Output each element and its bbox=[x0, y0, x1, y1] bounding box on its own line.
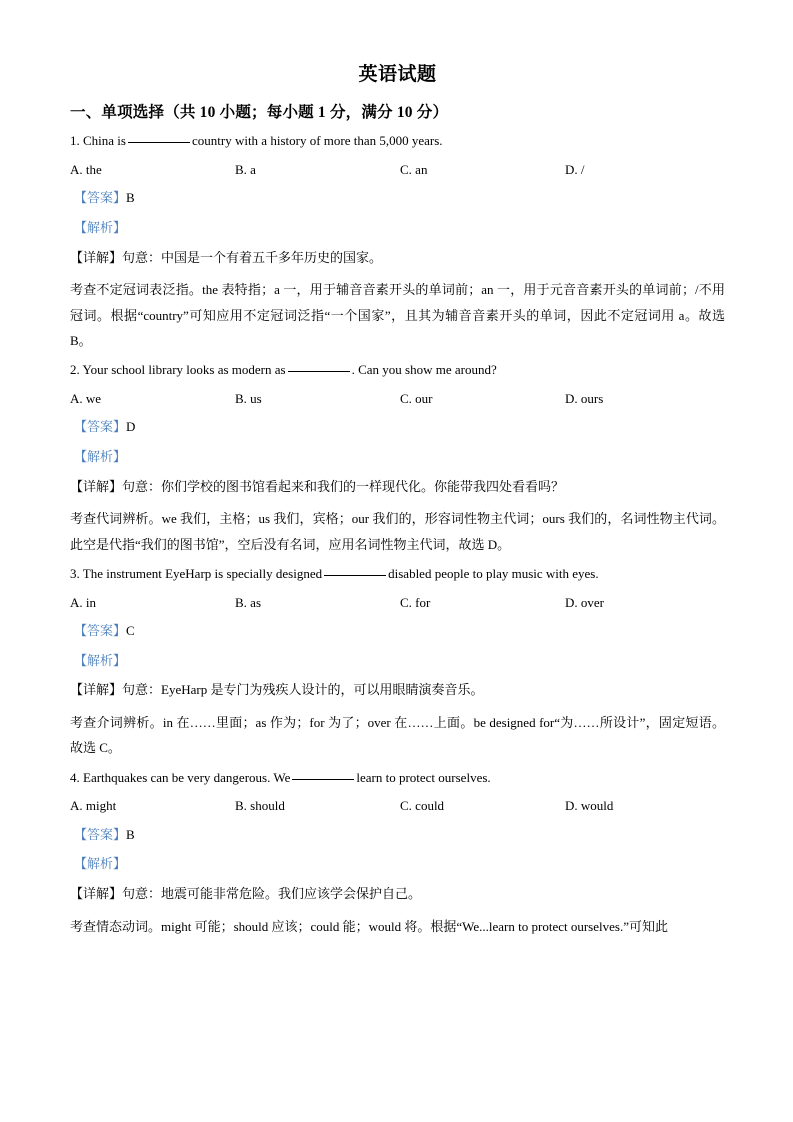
option-b[interactable]: B. a bbox=[235, 161, 256, 177]
question-stem-before: Your school library looks as modern as bbox=[82, 362, 286, 378]
answer-tag: 【答案】 bbox=[74, 826, 127, 842]
answer-value: B bbox=[126, 190, 135, 206]
question-stem bbox=[70, 565, 725, 583]
question-number: 3. bbox=[70, 566, 80, 582]
question-number: 1. bbox=[70, 133, 80, 149]
option-c[interactable]: C. for bbox=[400, 594, 431, 610]
answer-line bbox=[70, 622, 725, 640]
detail-meaning-line bbox=[70, 681, 725, 700]
analysis-tag: 【解析】 bbox=[74, 652, 127, 668]
question-stem bbox=[70, 361, 725, 379]
question-stem bbox=[70, 132, 725, 150]
option-c[interactable]: C. could bbox=[400, 798, 445, 814]
answer-tag: 【答案】 bbox=[74, 419, 127, 435]
option-a[interactable]: A. in bbox=[70, 594, 96, 610]
option-d[interactable]: D. over bbox=[565, 594, 604, 610]
answer-tag: 【答案】 bbox=[74, 623, 127, 639]
question-block bbox=[70, 565, 725, 761]
section-heading: 一、单项选择（共 10 小题；每小题 1 分，满分 10 分） bbox=[70, 103, 449, 121]
detail-meaning: 句意：EyeHarp 是专门为残疾人设计的，可以用眼睛演奏音乐。 bbox=[122, 682, 484, 698]
answer-blank bbox=[292, 779, 354, 780]
answer-blank bbox=[324, 575, 386, 576]
option-c[interactable]: C. our bbox=[400, 390, 433, 406]
detail-meaning: 句意：你们学校的图书馆看起来和我们的一样现代化。你能带我四处看看吗？ bbox=[122, 478, 565, 494]
option-d[interactable]: D. would bbox=[565, 798, 614, 814]
answer-tag: 【答案】 bbox=[74, 190, 127, 206]
answer-value: D bbox=[126, 419, 136, 435]
option-d[interactable]: D. / bbox=[565, 161, 585, 177]
option-a[interactable]: A. might bbox=[70, 798, 117, 814]
question-block bbox=[70, 361, 725, 557]
question-block bbox=[70, 132, 725, 353]
question-block bbox=[70, 769, 725, 939]
option-row bbox=[70, 161, 725, 179]
analysis-line bbox=[70, 448, 725, 466]
analysis-line bbox=[70, 652, 725, 670]
option-row bbox=[70, 797, 725, 815]
answer-blank bbox=[128, 142, 190, 143]
detail-tag: 【详解】 bbox=[70, 478, 123, 494]
question-stem-before: China is bbox=[83, 133, 126, 149]
option-row bbox=[70, 390, 725, 408]
option-b[interactable]: B. us bbox=[235, 390, 262, 406]
analysis-tag: 【解析】 bbox=[74, 449, 127, 465]
option-d[interactable]: D. ours bbox=[565, 390, 604, 406]
question-stem bbox=[70, 769, 725, 787]
option-a[interactable]: A. the bbox=[70, 161, 102, 177]
detail-body: 考查介词辨析。in 在……里面；as 作为；for 为了；over 在……上面。be designed for“为……所设计”，固定短语。故选 C。 bbox=[70, 715, 725, 756]
analysis-line bbox=[70, 855, 725, 873]
detail-meaning-line bbox=[70, 478, 725, 497]
question-stem-after: disabled people to play music with eyes. bbox=[388, 566, 599, 582]
option-a[interactable]: A. we bbox=[70, 390, 102, 406]
detail-meaning: 句意：地震可能非常危险。我们应该学会保护自己。 bbox=[122, 886, 422, 902]
detail-meaning-line bbox=[70, 249, 725, 268]
answer-line bbox=[70, 189, 725, 207]
page-title: 英语试题 bbox=[358, 64, 437, 85]
answer-line bbox=[70, 826, 725, 844]
question-stem-after: learn to protect ourselves. bbox=[356, 769, 491, 785]
option-b[interactable]: B. should bbox=[235, 798, 285, 814]
detail-tag: 【详解】 bbox=[70, 682, 123, 698]
option-b[interactable]: B. as bbox=[235, 594, 261, 610]
answer-value: B bbox=[126, 826, 135, 842]
detail-body: 考查代词辨析。we 我们，主格；us 我们，宾格；our 我们的，形容词性物主代词；ours 我们的，名词性物主代词。此空是代指“我们的图书馆”，空后没有名词，应用名词性物主代词，故选 D。 bbox=[70, 511, 725, 552]
question-stem-before: The instrument EyeHarp is specially designed bbox=[82, 566, 323, 582]
question-stem-after: country with a history of more than 5,000 years. bbox=[191, 133, 443, 149]
answer-line bbox=[70, 418, 725, 436]
answer-value: C bbox=[126, 623, 135, 639]
detail-body: 考查情态动词。might 可能；should 应该；could 能；would 将。根据“We...learn to protect ourselves.”可知此 bbox=[70, 918, 668, 934]
option-c[interactable]: C. an bbox=[400, 161, 428, 177]
question-number: 4. bbox=[70, 769, 80, 785]
detail-tag: 【详解】 bbox=[70, 249, 123, 265]
analysis-line bbox=[70, 219, 725, 237]
detail-body: 考查不定冠词表泛指。the 表特指；a 一，用于辅音音素开头的单词前；an 一，用于元音音素开头的单词前；/不用冠词。根据“country”可知应用不定冠词泛指“一个国家”，且其为辅音音素开头的单词，因此不定冠词用 a。故选 B。 bbox=[70, 282, 725, 349]
question-number: 2. bbox=[70, 362, 80, 378]
question-stem-after: . Can you show me around? bbox=[351, 362, 497, 378]
detail-tag: 【详解】 bbox=[70, 886, 123, 902]
question-stem-before: Earthquakes can be very dangerous. We bbox=[83, 769, 291, 785]
detail-meaning: 句意：中国是一个有着五千多年历史的国家。 bbox=[122, 249, 383, 265]
option-row bbox=[70, 594, 725, 612]
analysis-tag: 【解析】 bbox=[74, 856, 127, 872]
answer-blank bbox=[288, 371, 350, 372]
analysis-tag: 【解析】 bbox=[74, 219, 127, 235]
detail-meaning-line bbox=[70, 885, 725, 904]
